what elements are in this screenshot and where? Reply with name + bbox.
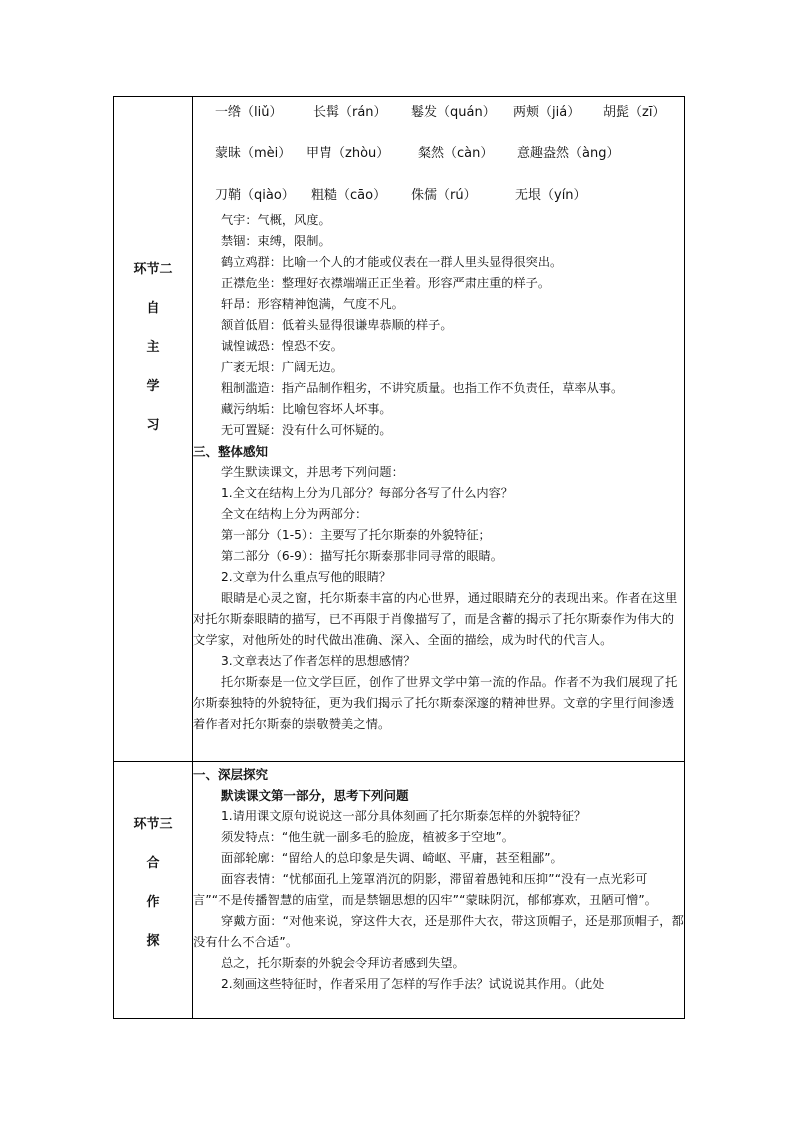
definition-item: 无可置疑：没有什么可怀疑的。	[221, 423, 392, 437]
vocab-row	[193, 144, 684, 164]
section-label-char: 主	[146, 340, 160, 355]
answer-text: 面部轮廓：“留给人的总印象是失调、崎岖、平庸，甚至粗鄙”。	[221, 851, 563, 865]
definition-item: 鹤立鸡群：比喻一个人的才能或仪表在一群人里头显得很突出。	[221, 255, 563, 269]
section-row-cooperative	[114, 762, 685, 1019]
vocab-item: 粲然（càn）	[418, 146, 494, 161]
vocab-item: 两颊（jiá）	[513, 105, 581, 120]
definition-item: 粗制滥造：指产品制作粗劣，不讲究质量。也指工作不负责任，草率从事。	[221, 381, 624, 395]
definition-item: 气宇：气概，风度。	[221, 213, 331, 227]
vocab-item: 无垠（yín）	[515, 188, 587, 203]
answer-text: 总之，托尔斯泰的外貌会令拜访者感到失望。	[221, 956, 465, 970]
section-heading: 三、整体感知	[193, 444, 269, 459]
sub-heading: 默读课文第一部分，思考下列问题	[221, 788, 409, 803]
definition-item: 正襟危坐：整理好衣襟端端正正坐着。形容严肃庄重的样子。	[221, 276, 551, 290]
definition-item: 禁锢：束缚，限制。	[221, 234, 331, 248]
vocab-row	[193, 186, 684, 206]
question-text: 2.刻画这些特征时，作者采用了怎样的写作手法？试说说其作用。（此处	[221, 977, 605, 991]
section-label-cell	[114, 97, 193, 762]
vocab-item: 鬈发（quán）	[411, 105, 496, 120]
section-label-char: 探	[146, 934, 160, 949]
question-text: 1.请用课文原句说说这一部分具体刻画了托尔斯泰怎样的外貌特征？	[221, 809, 587, 823]
intro-text: 学生默读课文，并思考下列问题：	[221, 465, 404, 479]
answer-paragraph: 托尔斯泰是一位文学巨匠，创作了世界文学中第一流的作品。作者不为我们展现了托尔斯泰独特的外貌特征，更为我们揭示了托尔斯泰深邃的精神世界。文章的字里行间渗透着作者对托尔斯泰的崇敬赞美之情。	[193, 675, 678, 731]
vocab-item: 甲胄（zhòu）	[306, 146, 390, 161]
vocab-item: 意趣盎然（àng）	[517, 146, 620, 161]
section-label-cell	[114, 762, 193, 1019]
definition-item: 轩昂：形容精神饱满，气度不凡。	[221, 297, 404, 311]
answer-text: 全文在结构上分为两部分：	[221, 507, 368, 521]
section-content	[193, 762, 685, 1019]
vocab-item: 一绺（liǔ）	[215, 105, 283, 120]
section-label-title: 环节三	[133, 817, 173, 832]
section-label-char: 作	[146, 895, 160, 910]
vocab-item: 粗糙（cāo）	[311, 188, 387, 203]
definition-item: 颔首低眉：低着头显得很谦卑恭顺的样子。	[221, 318, 453, 332]
section-label	[114, 762, 192, 952]
answer-paragraph: 穿戴方面：“对他来说，穿这件大衣，还是那件大衣，带这顶帽子，还是那顶帽子，都没有什么不合适”。	[193, 914, 684, 949]
section-content	[193, 97, 685, 762]
section-label	[114, 97, 192, 436]
section-heading: 一、深层探究	[193, 767, 269, 782]
question-text: 1.全文在结构上分为几部分？每部分各写了什么内容？	[221, 486, 513, 500]
vocab-item: 胡髭（zī）	[603, 105, 666, 120]
definition-list	[193, 210, 684, 441]
question-text: 3.文章表达了作者怎样的思想感情？	[221, 654, 416, 668]
section-row-self-study	[114, 97, 685, 762]
answer-text: 第一部分（1-5）：主要写了托尔斯泰的外貌特征；	[221, 528, 491, 542]
section-label-char: 合	[146, 856, 160, 871]
vocab-row	[193, 103, 684, 123]
answer-text: 第二部分（6-9）：描写托尔斯泰那非同寻常的眼睛。	[221, 549, 503, 563]
section-label-title: 环节二	[133, 262, 173, 277]
section-label-char: 习	[146, 418, 160, 433]
section-label-char: 自	[146, 301, 160, 316]
answer-text: 须发特点：“他生就一副多毛的脸庞，植被多于空地”。	[221, 830, 514, 844]
answer-paragraph: 眼睛是心灵之窗，托尔斯泰丰富的内心世界，通过眼睛充分的表现出来。作者在这里对托尔斯泰眼睛的描写，已不再限于肖像描写了，而是含蓄的揭示了托尔斯泰作为伟大的文学家，对他所处的时代做出准确、深入、全面的描绘，成为时代的代言人。	[193, 591, 678, 647]
definition-item: 广袤无垠：广阔无边。	[221, 360, 343, 374]
vocab-item: 长髯（rán）	[313, 105, 387, 120]
vocab-item: 蒙昧（mèi）	[215, 146, 292, 161]
definition-item: 藏污纳垢：比喻包容坏人坏事。	[221, 402, 392, 416]
question-text: 2.文章为什么重点写他的眼睛？	[221, 570, 392, 584]
vocab-item: 刀鞘（qiào）	[215, 188, 295, 203]
section-label-char: 学	[146, 379, 160, 394]
definition-item: 诚惶诚恐：惶恐不安。	[221, 339, 343, 353]
vocab-item: 侏儒（rú）	[411, 188, 477, 203]
answer-paragraph: 面容表情：“忧郁面孔上笼罩消沉的阴影，滞留着愚钝和压抑”“没有一点光彩可言”“不是传播智慧的庙堂，而是禁锢思想的囚牢”“蒙昧阴沉，郁郁寡欢，丑陋可憎”。	[193, 872, 658, 907]
lesson-plan-table	[113, 96, 685, 1019]
